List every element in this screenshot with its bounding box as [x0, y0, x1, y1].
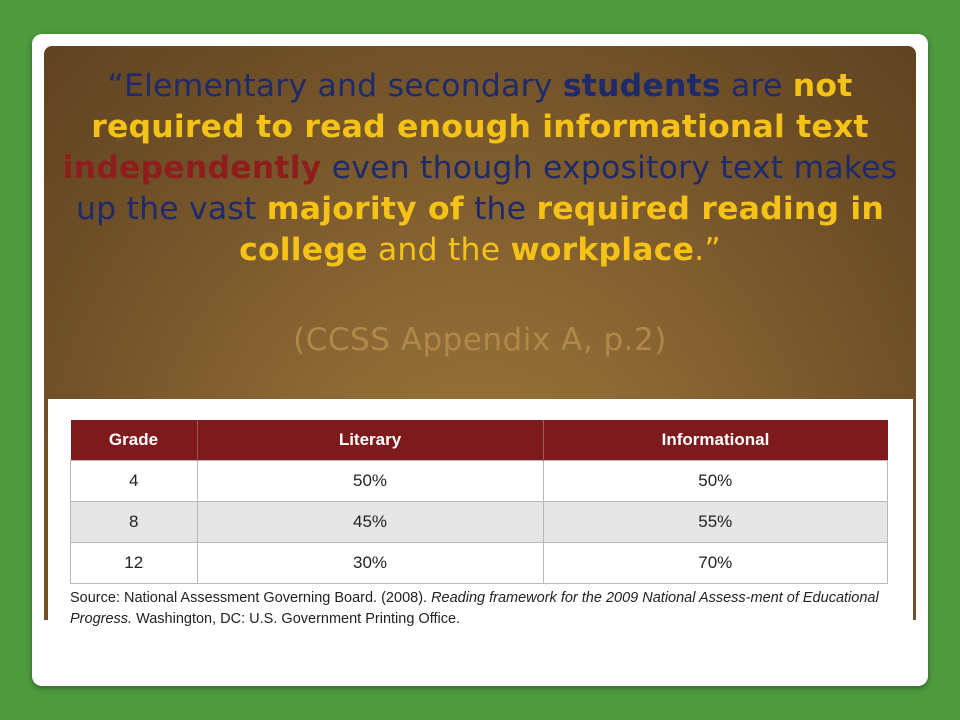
table-header-row — [71, 420, 888, 461]
citation: (CCSS Appendix A, p.2) — [293, 322, 667, 358]
quote-close: .” — [694, 232, 721, 268]
quote-the: the — [463, 191, 537, 227]
cell-literary: 30% — [197, 543, 543, 584]
cell-grade: 8 — [71, 502, 198, 543]
quote-students: students — [562, 68, 721, 104]
quote-are: are — [720, 68, 793, 104]
grade-table — [70, 420, 888, 584]
quote-and-the: and the — [367, 232, 511, 268]
quote-text — [60, 66, 900, 271]
table-row — [71, 502, 888, 543]
quote-required-reading: required reading in college — [239, 191, 885, 268]
cell-literary: 45% — [197, 502, 543, 543]
cell-informational: 70% — [543, 543, 888, 584]
quote-required: required to read enough informational text — [91, 109, 869, 145]
cell-informational: 55% — [543, 502, 888, 543]
table-row — [71, 543, 888, 584]
quote-not: not — [792, 68, 853, 104]
cell-grade: 4 — [71, 461, 198, 502]
cell-grade: 12 — [71, 543, 198, 584]
cell-informational: 50% — [543, 461, 888, 502]
table-image — [48, 399, 913, 627]
quote-workplace: workplace — [510, 232, 695, 268]
cell-literary: 50% — [197, 461, 543, 502]
header-informational: Informational — [543, 420, 888, 461]
source-suffix: Washington, DC: U.S. Government Printing Office. — [132, 611, 461, 627]
table-row — [71, 461, 888, 502]
header-grade: Grade — [71, 420, 198, 461]
quote-independently: independently — [62, 150, 322, 186]
quote-majority: majority of — [266, 191, 464, 227]
source-title: Reading framework for the 2009 National Assess-ment of Educational Progress. — [70, 590, 879, 627]
source-note — [70, 588, 900, 630]
header-literary: Literary — [197, 420, 543, 461]
source-prefix: Source: National Assessment Governing Board. (2008). — [70, 590, 432, 606]
quote-open: “Elementary and secondary — [107, 68, 563, 104]
quote-even: even though expository text makes up the vast — [75, 150, 898, 227]
